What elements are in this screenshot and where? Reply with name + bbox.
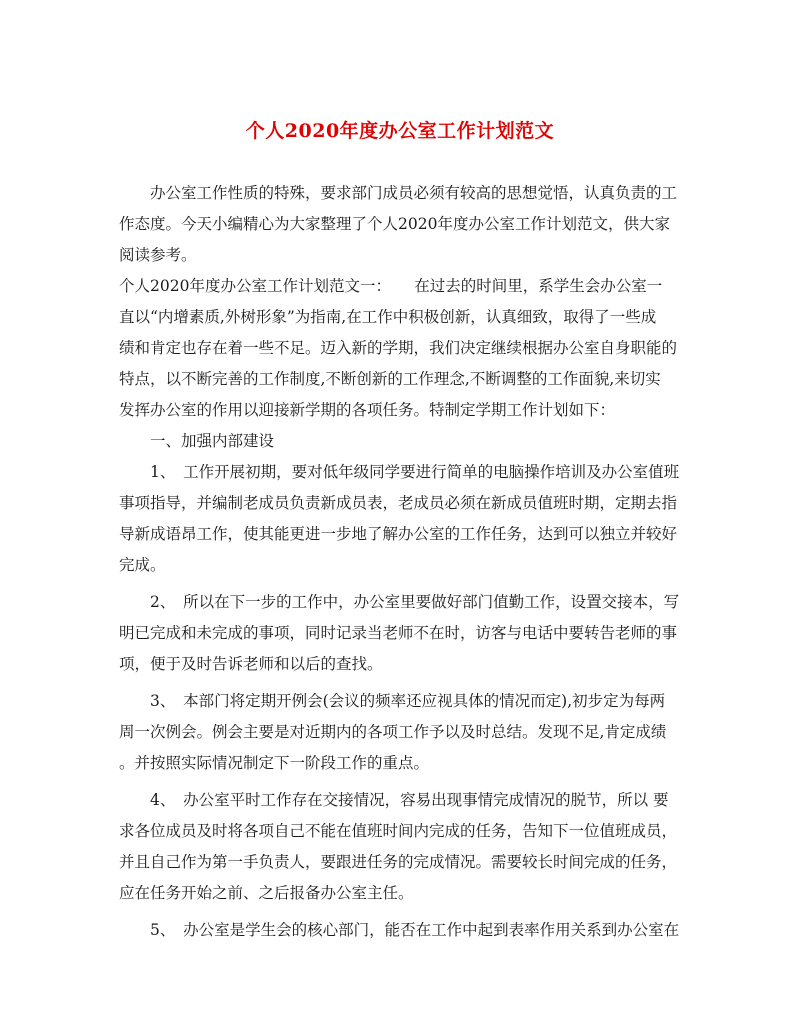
text-line: 明已完成和未完成的事项，同时记录当老师不在时，访客与电话中要转告老师的事 xyxy=(119,624,678,642)
text-line: 事项指导，并编制老成员负责新成员表，老成员必须在新成员值班时期，定期去指 xyxy=(119,494,678,512)
text-line: 作态度。今天小编精心为大家整理了个人2020年度办公室工作计划范文，供大家 xyxy=(119,215,670,233)
text-line: 5、 办公室是学生会的核心部门，能否在工作中起到表率作用关系到办公室在 xyxy=(150,921,680,939)
section-one-paragraph xyxy=(119,271,684,426)
text-line: 特点，以不断完善的工作制度,不断创新的工作理念,不断调整的工作面貌,来切实 xyxy=(119,370,661,388)
text-line: 。并按照实际情况制定下一阶段工作的重点。 xyxy=(119,754,430,772)
text-line: 并且自己作为第一手负责人，要跟进任务的完成情况。需要较长时间完成的任务， xyxy=(119,853,678,871)
text-line: 2、 所以在下一步的工作中，办公室里要做好部门值勤工作，设置交接本，写 xyxy=(150,593,680,611)
list-item xyxy=(119,915,684,946)
text-line: 阅读参考。 xyxy=(119,246,197,264)
text-line: 1、 工作开展初期，要对低年级同学要进行简单的电脑操作培训及办公室值班 xyxy=(150,463,680,481)
text-line: 绩和肯定也存在着一些不足。迈入新的学期，我们决定继续根据办公室自身职能的 xyxy=(119,339,678,357)
text-line: 求各位成员及时将各项自己不能在值班时间内完成的任务，告知下一位值班成员， xyxy=(119,822,678,840)
page-title: 个人2020年度办公室工作计划范文 xyxy=(245,120,555,142)
list-item xyxy=(119,785,684,909)
text-line: 发挥办公室的作用以迎接新学期的各项任务。特制定学期工作计划如下： xyxy=(119,401,616,419)
document-body xyxy=(119,178,684,946)
text-line: 直以“内增素质,外树形象”为指南,在工作中积极创新，认真细致，取得了一些成 xyxy=(119,308,657,326)
list-item xyxy=(119,686,684,779)
section-heading: 一、加强内部建设 xyxy=(150,432,275,450)
intro-paragraph xyxy=(119,178,684,271)
text-line: 3、 本部门将定期开例会(会议的频率还应视具体的情况而定),初步定为每两 xyxy=(150,692,666,710)
text-line: 4、 办公室平时工作存在交接情况，容易出现事情完成情况的脱节，所以 要 xyxy=(150,791,669,809)
text-line: 导新成语昂工作，使其能更进一步地了解办公室的工作任务，达到可以独立并较好 xyxy=(119,525,678,543)
list-item xyxy=(119,587,684,680)
text-line: 项，便于及时告诉老师和以后的查找。 xyxy=(119,655,383,673)
text-line: 个人2020年度办公室工作计划范文一： 在过去的时间里，系学生会办公室一 xyxy=(119,277,663,295)
list-item xyxy=(119,457,684,581)
text-line: 完成。 xyxy=(119,556,166,574)
text-line: 应在任务开始之前、之后报备办公室主任。 xyxy=(119,884,414,902)
text-line: 办公室工作性质的特殊，要求部门成员必须有较高的思想觉悟，认真负责的工 xyxy=(150,184,678,202)
text-line: 周一次例会。例会主要是对近期内的各项工作予以及时总结。发现不足,肯定成绩 xyxy=(119,723,667,741)
